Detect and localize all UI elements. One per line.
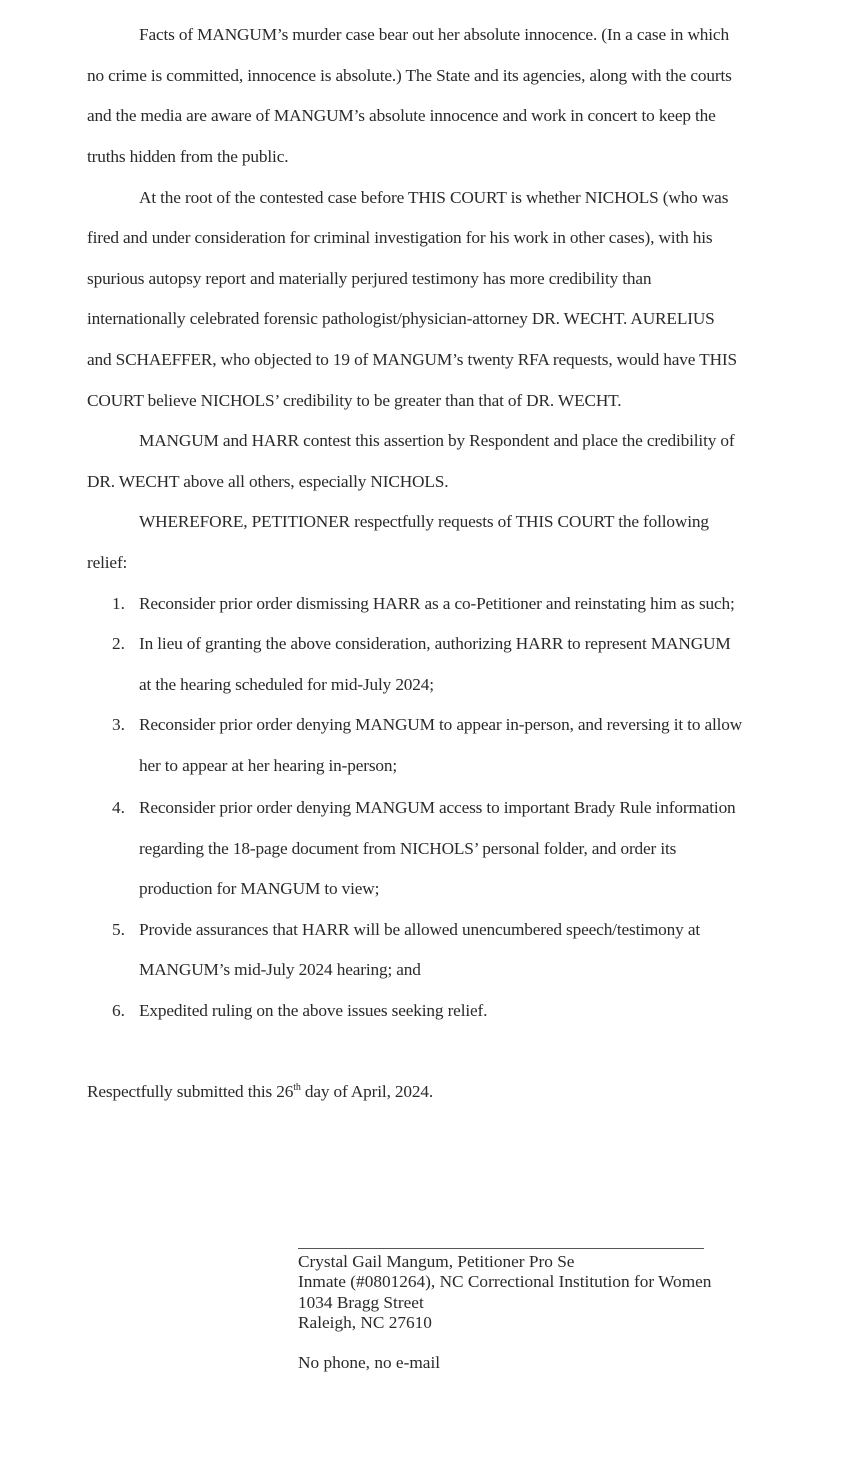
closing-prefix: Respectfully submitted this 26 [87,1082,294,1101]
text-line: regarding the 18-page document from NICHOLS’ personal folder, and order its [139,839,677,858]
text-line: In lieu of granting the above consideration, authorizing HARR to represent MANGUM [139,634,731,653]
text-line: at the hearing scheduled for mid-July 2024; [139,675,434,694]
list-number: 1. [112,594,125,613]
list-number: 4. [112,798,125,817]
closing-statement [87,1082,433,1102]
list-number: 6. [112,1001,125,1020]
closing-superscript: th [293,1082,301,1093]
text-line: truths hidden from the public. [87,147,289,166]
text-line: COURT believe NICHOLS’ credibility to be greater than that of DR. WECHT. [87,391,622,410]
text-line: fired and under consideration for criminal investigation for his work in other cases), with his [87,228,713,247]
signer-contact: No phone, no e-mail [298,1353,441,1372]
text-line: Reconsider prior order dismissing HARR as a co-Petitioner and reinstating him as such; [139,594,735,613]
list-number: 5. [112,920,125,939]
text-line: Provide assurances that HARR will be allowed unencumbered speech/testimony at [139,920,700,939]
text-line: her to appear at her hearing in-person; [139,756,398,775]
text-line: Reconsider prior order denying MANGUM access to important Brady Rule information [139,798,736,817]
text-line: and the media are aware of MANGUM’s absolute innocence and work in concert to keep the [87,106,716,125]
signature-line [298,1248,704,1249]
text-line: Reconsider prior order denying MANGUM to appear in-person, and reversing it to allow [139,715,743,734]
text-line: no crime is committed, innocence is absolute.) The State and its agencies, along with the courts [87,66,732,85]
signer-city-state-zip: Raleigh, NC 27610 [298,1313,432,1332]
text-line: relief: [87,553,128,572]
closing-suffix: day of April, 2024. [300,1082,434,1101]
text-line: Expedited ruling on the above issues seeking relief. [139,1001,488,1020]
signer-name: Crystal Gail Mangum, Petitioner Pro Se [298,1252,575,1271]
text-line: production for MANGUM to view; [139,879,380,898]
text-line: At the root of the contested case before THIS COURT is whether NICHOLS (who was [139,188,729,207]
text-line: MANGUM and HARR contest this assertion by Respondent and place the credibility of [139,431,735,450]
text-line: DR. WECHT above all others, especially NICHOLS. [87,472,449,491]
text-line: spurious autopsy report and materially perjured testimony has more credibility than [87,269,652,288]
text-line: MANGUM’s mid-July 2024 hearing; and [139,960,421,979]
list-number: 3. [112,715,125,734]
text-line: internationally celebrated forensic pathologist/physician-attorney DR. WECHT. AURELIUS [87,309,715,328]
text-line: and SCHAEFFER, who objected to 19 of MANGUM’s twenty RFA requests, would have THIS [87,350,737,369]
signer-street: 1034 Bragg Street [298,1293,424,1312]
text-line: WHEREFORE, PETITIONER respectfully requests of THIS COURT the following [139,512,709,531]
signer-inmate-info: Inmate (#0801264), NC Correctional Institution for Women [298,1272,712,1291]
text-line: Facts of MANGUM’s murder case bear out her absolute innocence. (In a case in which [139,25,729,44]
list-number: 2. [112,634,125,653]
